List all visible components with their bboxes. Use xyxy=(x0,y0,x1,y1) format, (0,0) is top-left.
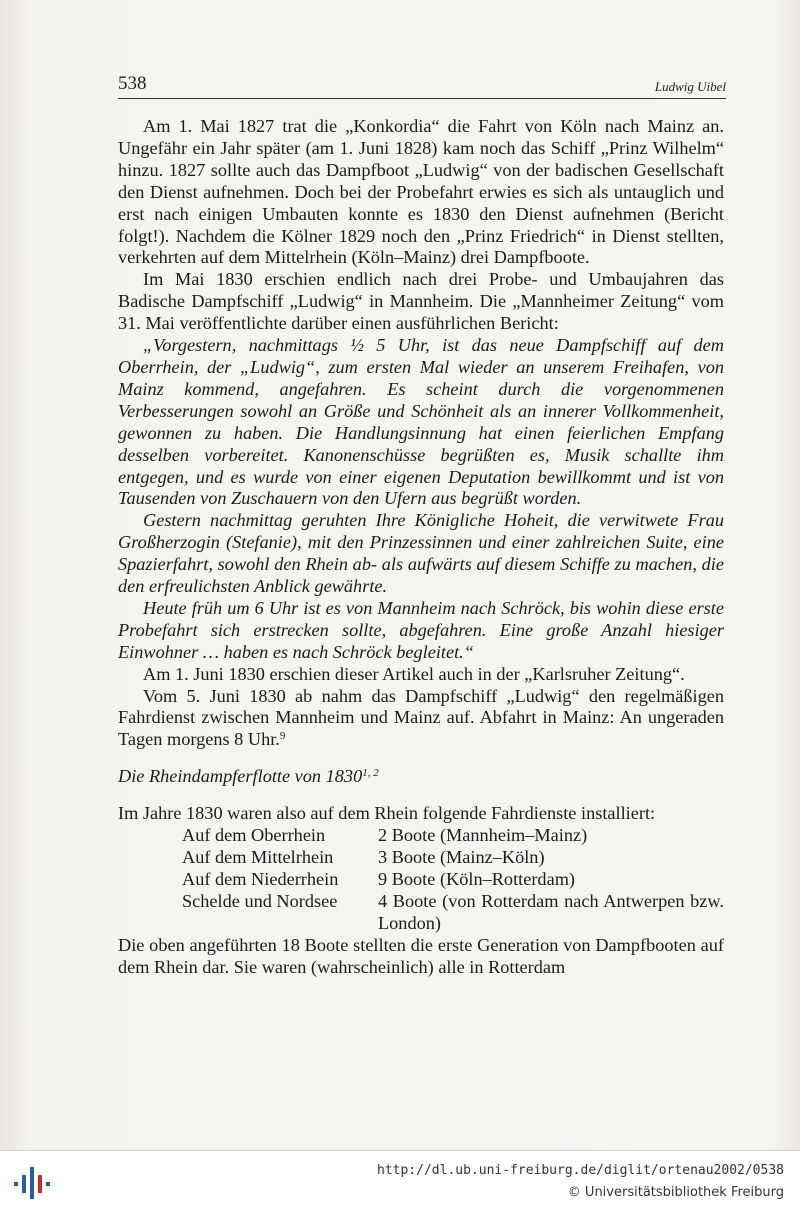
body-text xyxy=(118,116,724,978)
page-number: 538 xyxy=(118,73,147,94)
footnote-ref: 1, 2 xyxy=(362,767,379,780)
route-table xyxy=(182,825,724,935)
route-region: Auf dem Mittelrhein xyxy=(182,847,334,867)
route-row xyxy=(182,847,724,869)
paragraph xyxy=(118,686,724,752)
route-row xyxy=(182,891,724,935)
route-boats: 9 Boote (Köln–Rotterdam) xyxy=(378,868,575,889)
quote-paragraph: „Vorgestern, nachmittags ½ 5 Uhr, ist das neue Dampfschiff auf dem Oberrhein, der „Ludwig“, zum ersten Mal wieder an unserem Freihafen, von Mainz kommend, angefahren. Es scheint durch die vorgenommenen Verbesserungen sowohl an Größe und Schönheit als an innerer Vollkommenheit, gewonnen zu haben. Die Handlungsinnung hat einen feierlichen Empfang desselben vorbereitet. Kanonenschüsse begrüßten es, Musik schallte ihm entgegen, und es wurde von einer eigenen Deputation bewillkommt und ist von Tausenden von Zuschauern von den Ufern aus begrüßt worden. xyxy=(118,335,724,509)
paragraph-text: Vom 5. Juni 1830 ab nahm das Dampfschiff „Ludwig“ den regelmäßigen Fahrdienst zwischen Mannheim und Mainz auf. Abfahrt in Mainz: An ungeraden Tagen morgens 8 Uhr. xyxy=(118,685,724,750)
route-region: Schelde und Nordsee xyxy=(182,890,338,911)
route-boats: 3 Boote (Mainz–Köln) xyxy=(378,847,545,867)
quote-paragraph: Heute früh um 6 Uhr ist es von Mannheim nach Schröck, bis wohin diese erste Probefahrt sich erstrecken sollte, abgefahren. Eine große Anzahl hiesiger Einwohner … haben es nach Schröck begleitet.“ xyxy=(118,597,724,662)
paragraph: Im Jahre 1830 waren also auf dem Rhein folgende Fahrdienste installiert: xyxy=(118,803,656,824)
newspaper-quote xyxy=(118,335,724,664)
viewer-footer xyxy=(0,1150,800,1213)
paragraph: Die oben angeführten 18 Boote stellten die erste Generation von Dampfbooten auf dem Rhein dar. Sie waren (wahrscheinlich) alle in Rotterdam xyxy=(118,934,724,977)
section-heading-text: Die Rheindampferflotte von 1830 xyxy=(118,766,363,787)
route-boats: 4 Boote (von Rotterdam nach Antwerpen bzw. London) xyxy=(378,890,724,933)
route-region: Auf dem Oberrhein xyxy=(182,825,326,846)
route-row xyxy=(182,825,724,847)
route-row xyxy=(182,869,724,891)
paragraph: Im Mai 1830 erschien endlich nach drei Probe- und Umbaujahren das Badische Dampfschiff „Ludwig“ in Mannheim. Die „Mannheimer Zeitung“ vom 31. Mai veröffentlichte darüber einen ausführlichen Bericht: xyxy=(118,269,724,334)
quote-paragraph: Gestern nachmittag geruhten Ihre Königliche Hoheit, die verwitwete Frau Großherzogin (Stefanie), mit den Prinzessinnen und einer zahlreichen Suite, eine Spazierfahrt, sowohl den Rhein ab- als aufwärts auf diesem Schiffe zu machen, die den erfreulichsten Anblick gewährte. xyxy=(118,510,724,597)
footnote-ref: 9 xyxy=(279,730,286,743)
page-header xyxy=(118,74,726,99)
permalink-url[interactable]: http://dl.ub.uni-freiburg.de/diglit/ortenau2002/0538 xyxy=(377,1163,784,1178)
paragraph: Am 1. Juni 1830 erschien dieser Artikel auch in der „Karlsruher Zeitung“. xyxy=(143,663,685,684)
section-heading xyxy=(118,766,724,788)
running-head: Ludwig Uibel xyxy=(654,79,726,94)
library-logo-icon xyxy=(12,1165,52,1201)
route-region: Auf dem Niederrhein xyxy=(182,868,339,889)
paragraph: Am 1. Mai 1827 trat die „Konkordia“ die Fahrt von Köln nach Mainz an. Ungefähr ein Jahr später (am 1. Juni 1828) kam noch das Schiff „Prinz Wilhelm“ hinzu. 1827 sollte auch das Dampfboot „Ludwig“ von der badischen Gesellschaft den Dienst aufnehmen. Doch bei der Probefahrt erwies es sich als untauglich und erst nach einigen Umbauten konnte es 1830 den Dienst aufnehmen (Bericht folgt!). Nachdem die Kölner 1829 noch den „Prinz Friedrich“ in Dienst stellten, verkehrten auf dem Mittelrhein (Köln–Mainz) drei Dampfboote. xyxy=(118,116,724,268)
copyright-notice: © Universitätsbibliothek Freiburg xyxy=(567,1185,784,1200)
route-boats: 2 Boote (Mannheim–Mainz) xyxy=(378,825,588,846)
